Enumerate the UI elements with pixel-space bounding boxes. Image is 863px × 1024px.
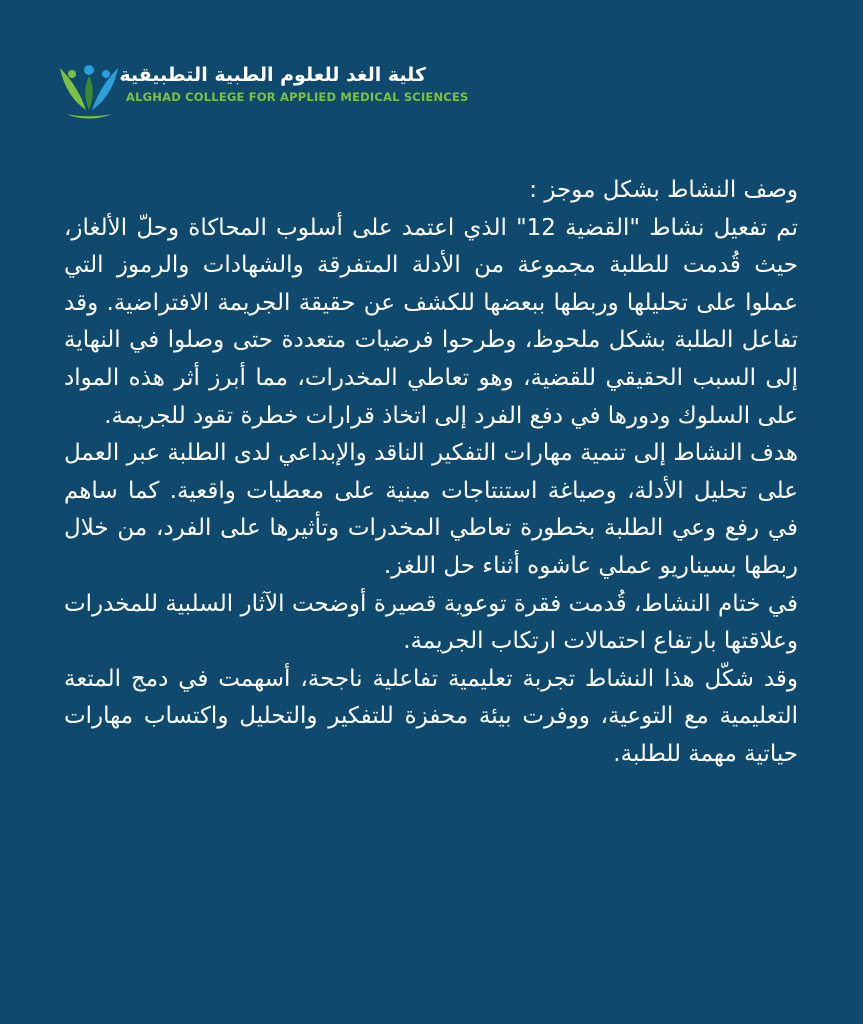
college-name-arabic: كلية الغد للعلوم الطبية التطبيقية <box>119 64 426 86</box>
description-paragraph-1: تم تفعيل نشاط "القضية 12" الذي اعتمد على أسلوب المحاكاة وحلّ الألغاز، حيث قُدمت للطلبة مجموعة من الأدلة المتفرقة والشهادات والرموز التي عملوا على تحليلها وربطها ببعضها للكشف عن حقيقة الجريمة الافتراضية. وقد تفاعل الطلبة بشكل ملحوظ، وطرحوا فرضيات متعددة حتى وصلوا في النهاية إلى السبب الحقيقي للقضية، وهو تعاطي المخدرات، مما أبرز أثر هذه المواد على السلوك ودورها في دفع الفرد إلى اتخاذ قرارات خطرة تقود للجريمة. <box>64 214 798 429</box>
description-paragraph-4: وقد شكّل هذا النشاط تجربة تعليمية تفاعلية ناجحة، أسهمت في دمج المتعة التعليمية مع التوعية، ووفرت بيئة محفزة للتفكير والتحليل واكتساب مهارات حياتية مهمة للطلبة. <box>64 665 798 767</box>
college-name <box>119 62 469 106</box>
college-emblem-icon <box>56 58 122 120</box>
college-name-english: ALGHAD COLLEGE FOR APPLIED MEDICAL SCIENCES <box>126 90 469 104</box>
college-logo <box>56 58 469 120</box>
activity-description <box>64 172 798 774</box>
description-heading: وصف النشاط بشكل موجز : <box>529 177 798 203</box>
description-paragraph-3: في ختام النشاط، قُدمت فقرة توعوية قصيرة أوضحت الآثار السلبية للمخدرات وعلاقتها بارتفاع احتمالات ارتكاب الجريمة. <box>64 590 798 655</box>
description-paragraph-2: هدف النشاط إلى تنمية مهارات التفكير الناقد والإبداعي لدى الطلبة عبر العمل على تحليل الأدلة، وصياغة استنتاجات مبنية على معطيات واقعية. كما ساهم في رفع وعي الطلبة بخطورة تعاطي المخدرات وتأثيرها على الفرد، من خلال ربطها بسيناريو عملي عاشوه أثناء حل اللغز. <box>64 440 798 579</box>
